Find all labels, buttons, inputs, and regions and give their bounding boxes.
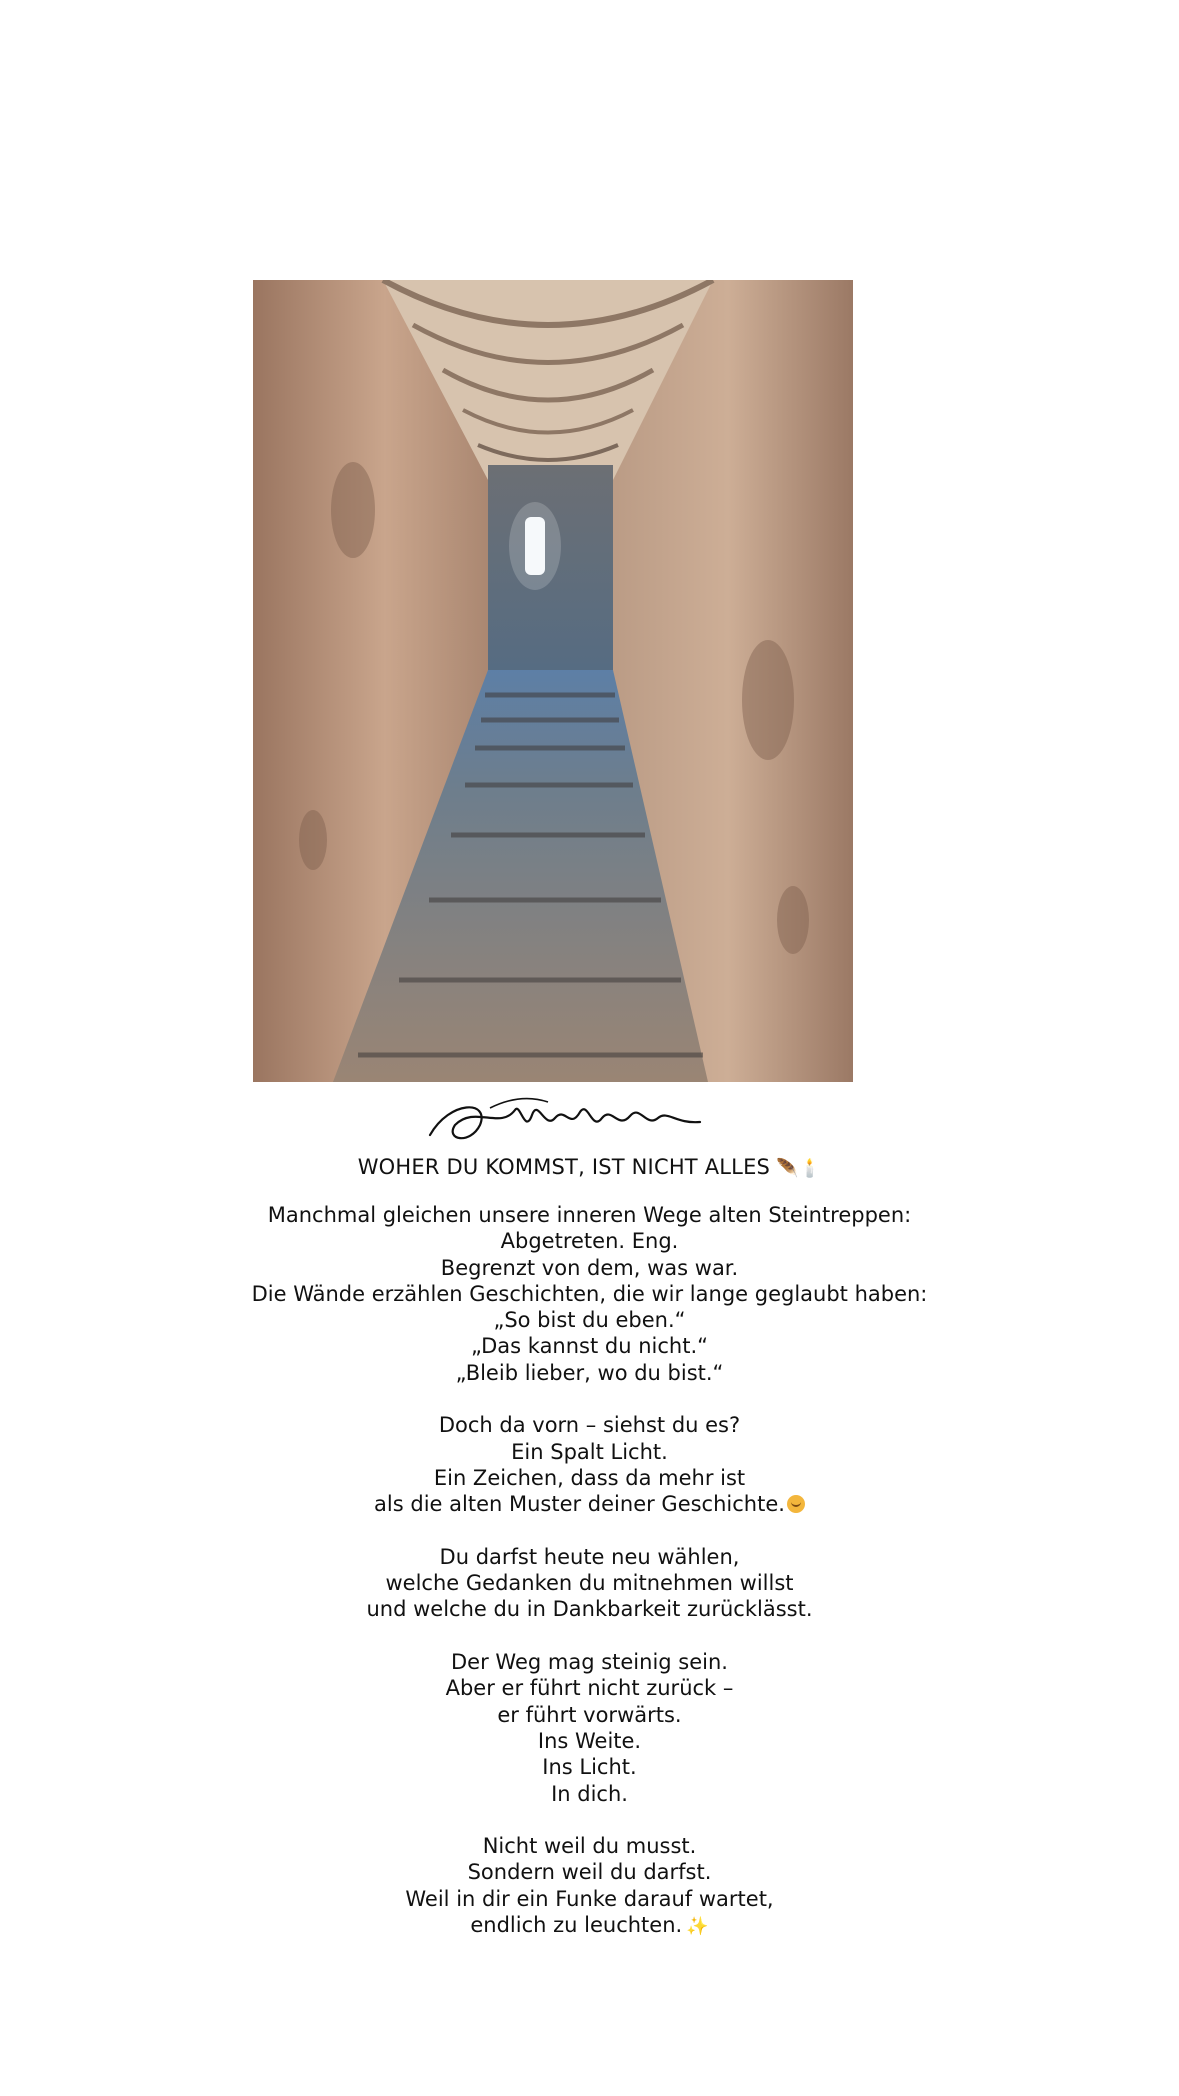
poem-line-with-emoji <box>0 1491 1179 1517</box>
poem-line: Ein Zeichen, dass da mehr ist <box>433 1465 746 1490</box>
poem-line: Aber er führt nicht zurück – <box>445 1676 734 1701</box>
poem-line: Weil in dir ein Funke darauf wartet, <box>405 1886 774 1911</box>
poem-line: er führt vorwärts. <box>497 1702 682 1727</box>
post-title-text: WOHER DU KOMMST, IST NICHT ALLES <box>357 1155 771 1179</box>
poem-line: Sondern weil du darfst. <box>467 1860 712 1885</box>
poem-line: Nicht weil du musst. <box>482 1834 697 1859</box>
poem-line: Doch da vorn – siehst du es? <box>438 1413 741 1438</box>
poem-line: Manchmal gleichen unsere inneren Wege alten Steintreppen: <box>267 1203 912 1227</box>
poem-line: Abgetreten. Eng. <box>500 1229 679 1254</box>
poem-line: Ins Licht. <box>542 1755 637 1780</box>
wink-emoji-icon <box>787 1495 805 1513</box>
feather-candle-icon: 🪶🕯️ <box>776 1158 822 1179</box>
poem-line: „Bleib lieber, wo du bist.“ <box>455 1360 724 1385</box>
poem-line: Begrenzt von dem, was war. <box>440 1255 739 1280</box>
poem-body <box>0 1202 1179 1940</box>
poem-line: Ein Spalt Licht. <box>511 1439 668 1464</box>
stanza <box>0 1649 1179 1807</box>
poem-line: welche Gedanken du mitnehmen willst <box>385 1571 794 1596</box>
post-title <box>0 1150 1179 1186</box>
poem-line: endlich zu leuchten. <box>470 1913 683 1938</box>
poem-line: In dich. <box>551 1781 628 1806</box>
sparkle-icon: ✨ <box>686 1916 709 1938</box>
poem-line-with-emoji <box>0 1912 1179 1940</box>
poem-line: „Das kannst du nicht.“ <box>470 1334 709 1359</box>
poem-line: Du darfst heute neu wählen, <box>439 1544 740 1569</box>
signature-graphic <box>420 1090 710 1150</box>
poem-line: und welche du in Dankbarkeit zurücklässt. <box>366 1597 813 1622</box>
poem-line: Die Wände erzählen Geschichten, die wir lange geglaubt haben: <box>251 1281 928 1306</box>
staircase-photo <box>253 280 853 1082</box>
poem-line: Ins Weite. <box>537 1728 642 1753</box>
stanza <box>0 1544 1179 1623</box>
poem-line: Der Weg mag steinig sein. <box>451 1650 728 1675</box>
staircase-illustration <box>253 280 853 1082</box>
signature <box>420 1090 710 1150</box>
poem-line: als die alten Muster deiner Geschichte. <box>374 1492 785 1517</box>
stanza <box>0 1202 1179 1386</box>
poem-line: „So bist du eben.“ <box>493 1308 686 1333</box>
stanza <box>0 1833 1179 1940</box>
stanza <box>0 1412 1179 1517</box>
